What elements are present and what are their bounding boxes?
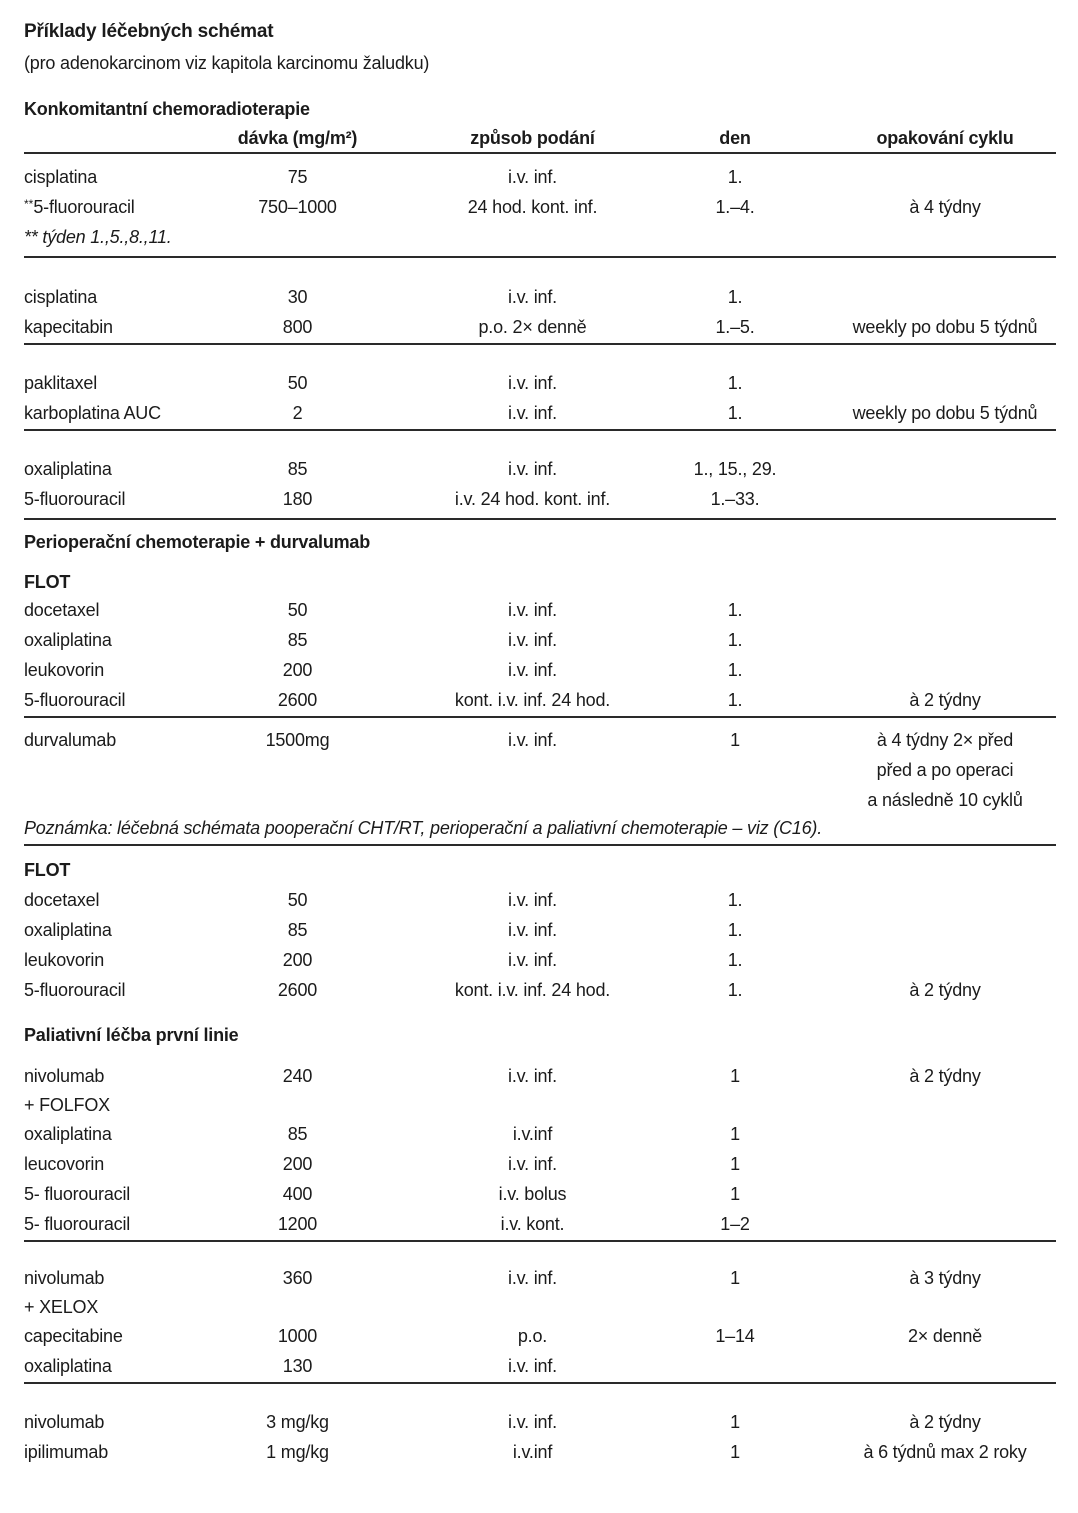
table-rule bbox=[24, 1382, 1056, 1384]
table-row bbox=[24, 162, 1056, 192]
drug-name: oxaliplatina bbox=[24, 630, 112, 650]
dose-cell: 2600 bbox=[277, 690, 318, 710]
route-cell: kont. i.v. inf. 24 hod. bbox=[454, 690, 611, 710]
drug-cell bbox=[24, 915, 200, 945]
cycle-cell: à 3 týdny bbox=[909, 1268, 981, 1288]
table-rule bbox=[24, 152, 1056, 154]
drug-cell bbox=[24, 398, 200, 428]
drug-name: nivolumab bbox=[24, 1066, 105, 1086]
drug-cell bbox=[24, 1321, 200, 1351]
day-cell: 1.–33. bbox=[710, 489, 760, 509]
day-cell: 1. bbox=[727, 890, 743, 910]
drug-cell bbox=[24, 282, 200, 312]
table-header-row bbox=[24, 126, 1056, 150]
route-cell: i.v. inf. bbox=[508, 403, 557, 423]
route-cell: i.v. inf. bbox=[508, 1154, 557, 1174]
header-cycle-cell: opakování cyklu bbox=[876, 128, 1014, 148]
drug-cell bbox=[24, 312, 200, 342]
drug-cell bbox=[24, 685, 200, 715]
route-cell: i.v. inf. bbox=[508, 459, 557, 479]
cycle-cell: à 2 týdny bbox=[909, 690, 981, 710]
footnote: Poznámka: léčebná schémata pooperační CHT/RT, perioperační a paliativní chemoterapie – viz (C16). bbox=[24, 818, 823, 838]
route-cell: i.v. inf. bbox=[508, 1066, 557, 1086]
drug-name: paklitaxel bbox=[24, 373, 98, 393]
section-heading: FLOT bbox=[24, 860, 71, 880]
page-subtitle: (pro adenokarcinom viz kapitola karcinomu žaludku) bbox=[24, 53, 430, 73]
route-cell: i.v. bolus bbox=[498, 1184, 567, 1204]
route-cell: i.v. inf. bbox=[508, 660, 557, 680]
drug-cell bbox=[24, 162, 200, 192]
route-cell: i.v. inf. bbox=[508, 600, 557, 620]
drug-name: nivolumab bbox=[24, 1268, 105, 1288]
route-cell: i.v. inf. bbox=[508, 1268, 557, 1288]
table-row bbox=[24, 1321, 1056, 1351]
table-row bbox=[24, 685, 1056, 715]
dose-cell: 85 bbox=[287, 1124, 308, 1144]
cycle-cell: à 2 týdny bbox=[909, 1412, 981, 1432]
day-cell: 1 bbox=[730, 1412, 740, 1432]
dose-cell: 360 bbox=[282, 1268, 313, 1288]
route-cell: p.o. 2× denně bbox=[478, 317, 587, 337]
table-row bbox=[24, 945, 1056, 975]
dose-cell: 130 bbox=[282, 1356, 313, 1376]
drug-cell bbox=[24, 484, 200, 514]
cycle-cell: à 2 týdny bbox=[909, 1066, 981, 1086]
dose-cell: 85 bbox=[287, 630, 308, 650]
drug-name: 5-fluorouracil bbox=[33, 197, 135, 217]
day-cell: 1 bbox=[730, 1154, 740, 1174]
cycle-cell bbox=[800, 1119, 1056, 1149]
dose-cell: 800 bbox=[282, 317, 313, 337]
table-row bbox=[24, 625, 1056, 655]
day-cell: 1. bbox=[727, 920, 743, 940]
drug-cell bbox=[24, 1179, 200, 1209]
cycle-cell bbox=[800, 725, 1056, 815]
regimen-label: + XELOX bbox=[24, 1297, 99, 1317]
table-row bbox=[24, 454, 1056, 484]
table-row bbox=[24, 1149, 1056, 1179]
cycle-cell bbox=[800, 282, 1056, 312]
route-cell: i.v. inf. bbox=[508, 1412, 557, 1432]
drug-name: oxaliplatina bbox=[24, 459, 112, 479]
table-rule bbox=[24, 716, 1056, 718]
table-rule bbox=[24, 1240, 1056, 1242]
dose-cell: 75 bbox=[287, 167, 308, 187]
drug-name: ipilimumab bbox=[24, 1442, 109, 1462]
drug-cell bbox=[24, 1149, 200, 1179]
footnote: ** týden 1.,5.,8.,11. bbox=[24, 227, 172, 247]
drug-name: nivolumab bbox=[24, 1412, 105, 1432]
table-row bbox=[24, 975, 1056, 1005]
cycle-note-line: à 4 týdny 2× před bbox=[876, 730, 1014, 750]
drug-name: docetaxel bbox=[24, 890, 100, 910]
day-cell: 1–14 bbox=[715, 1326, 755, 1346]
dose-cell: 1 mg/kg bbox=[266, 1442, 329, 1462]
table-rule bbox=[24, 343, 1056, 345]
dose-cell: 200 bbox=[282, 950, 313, 970]
table-row bbox=[24, 655, 1056, 685]
drug-name: oxaliplatina bbox=[24, 920, 112, 940]
cycle-cell bbox=[800, 625, 1056, 655]
day-cell: 1 bbox=[730, 1442, 740, 1462]
table-row bbox=[24, 1209, 1056, 1239]
route-cell: i.v. inf. bbox=[508, 630, 557, 650]
route-cell: i.v. inf. bbox=[508, 950, 557, 970]
section-heading: Paliativní léčba první linie bbox=[24, 1025, 239, 1045]
header-day-cell: den bbox=[719, 128, 751, 148]
cycle-cell: à 4 týdny bbox=[909, 197, 981, 217]
treatment-schemas-document bbox=[0, 20, 1078, 1467]
table-row bbox=[24, 1407, 1056, 1437]
drug-name: 5-fluorouracil bbox=[24, 489, 126, 509]
day-cell: 1 bbox=[730, 1184, 740, 1204]
drug-cell bbox=[24, 368, 200, 398]
route-cell: i.v.inf bbox=[512, 1124, 553, 1144]
table-row bbox=[24, 1179, 1056, 1209]
route-cell: p.o. bbox=[517, 1326, 548, 1346]
dose-cell: 50 bbox=[287, 373, 308, 393]
drug-name: leukovorin bbox=[24, 660, 105, 680]
dose-cell: 85 bbox=[287, 459, 308, 479]
day-cell: 1.–4. bbox=[715, 197, 755, 217]
cycle-cell: weekly po dobu 5 týdnů bbox=[852, 403, 1038, 423]
drug-name: cisplatina bbox=[24, 167, 98, 187]
day-cell: 1 bbox=[730, 1124, 740, 1144]
drug-name: oxaliplatina bbox=[24, 1356, 112, 1376]
regimen-label: + FOLFOX bbox=[24, 1095, 110, 1115]
drug-cell bbox=[24, 885, 200, 915]
drug-cell bbox=[24, 1263, 200, 1293]
table-rule bbox=[24, 429, 1056, 431]
table-row bbox=[24, 398, 1056, 428]
day-cell: 1. bbox=[727, 373, 743, 393]
drug-name: karboplatina AUC bbox=[24, 403, 161, 423]
table-row bbox=[24, 192, 1056, 224]
route-cell: i.v. 24 hod. kont. inf. bbox=[454, 489, 611, 509]
dose-cell: 400 bbox=[282, 1184, 313, 1204]
cycle-cell bbox=[800, 885, 1056, 915]
day-cell: 1. bbox=[727, 950, 743, 970]
day-cell: 1.–5. bbox=[715, 317, 755, 337]
route-cell: i.v. inf. bbox=[508, 167, 557, 187]
table-row bbox=[24, 1263, 1056, 1293]
dose-cell: 240 bbox=[282, 1066, 313, 1086]
table-row bbox=[24, 915, 1056, 945]
route-cell: i.v. inf. bbox=[508, 1356, 557, 1376]
table-row bbox=[24, 484, 1056, 514]
footnote-marker: ** bbox=[24, 197, 34, 211]
table-row bbox=[24, 1437, 1056, 1467]
drug-name: leukovorin bbox=[24, 950, 105, 970]
dose-cell: 2600 bbox=[277, 980, 318, 1000]
route-cell: 24 hod. kont. inf. bbox=[467, 197, 598, 217]
drug-name: cisplatina bbox=[24, 287, 98, 307]
dose-cell: 85 bbox=[287, 920, 308, 940]
table-row bbox=[24, 885, 1056, 915]
drug-name: docetaxel bbox=[24, 600, 100, 620]
table-row bbox=[24, 595, 1056, 625]
drug-cell bbox=[24, 192, 200, 224]
dose-cell: 1000 bbox=[277, 1326, 318, 1346]
drug-cell bbox=[24, 1119, 200, 1149]
cycle-cell bbox=[800, 595, 1056, 625]
drug-cell bbox=[24, 975, 200, 1005]
day-cell: 1. bbox=[727, 690, 743, 710]
table-row bbox=[24, 1351, 1056, 1381]
drug-cell bbox=[24, 1209, 200, 1239]
section-heading: FLOT bbox=[24, 572, 71, 592]
route-cell: i.v. inf. bbox=[508, 287, 557, 307]
cycle-cell: 2× denně bbox=[908, 1326, 982, 1346]
drug-cell bbox=[24, 1437, 200, 1467]
header-route-cell: způsob podání bbox=[470, 128, 595, 148]
table-row bbox=[24, 312, 1056, 342]
cycle-cell bbox=[800, 945, 1056, 975]
day-cell bbox=[670, 1351, 800, 1381]
drug-name: kapecitabin bbox=[24, 317, 113, 337]
cycle-cell bbox=[800, 1149, 1056, 1179]
day-cell: 1., 15., 29. bbox=[693, 459, 777, 479]
dose-cell: 50 bbox=[287, 890, 308, 910]
day-cell: 1 bbox=[730, 730, 740, 750]
route-cell: kont. i.v. inf. 24 hod. bbox=[454, 980, 611, 1000]
dose-cell: 30 bbox=[287, 287, 308, 307]
drug-cell bbox=[24, 595, 200, 625]
route-cell: i.v. inf. bbox=[508, 920, 557, 940]
drug-cell bbox=[24, 725, 200, 815]
drug-cell bbox=[24, 1407, 200, 1437]
table-row bbox=[24, 368, 1056, 398]
route-cell: i.v. kont. bbox=[500, 1214, 565, 1234]
drug-cell bbox=[24, 454, 200, 484]
table-row bbox=[24, 282, 1056, 312]
section-heading: Konkomitantní chemoradioterapie bbox=[24, 99, 310, 119]
day-cell: 1 bbox=[730, 1066, 740, 1086]
cycle-cell bbox=[800, 1351, 1056, 1381]
document-body bbox=[24, 20, 1056, 1467]
cycle-cell bbox=[800, 655, 1056, 685]
drug-cell bbox=[24, 625, 200, 655]
cycle-cell: à 2 týdny bbox=[909, 980, 981, 1000]
day-cell: 1. bbox=[727, 403, 743, 423]
drug-name: 5- fluorouracil bbox=[24, 1214, 131, 1234]
drug-name: 5- fluorouracil bbox=[24, 1184, 131, 1204]
day-cell: 1. bbox=[727, 630, 743, 650]
dose-cell: 1200 bbox=[277, 1214, 318, 1234]
dose-cell: 3 mg/kg bbox=[266, 1412, 329, 1432]
cycle-cell bbox=[800, 162, 1056, 192]
drug-cell bbox=[24, 655, 200, 685]
day-cell: 1. bbox=[727, 660, 743, 680]
route-cell: i.v. inf. bbox=[508, 730, 557, 750]
table-row bbox=[24, 1119, 1056, 1149]
drug-name: 5-fluorouracil bbox=[24, 690, 126, 710]
header-drug-cell bbox=[24, 126, 200, 150]
table-row bbox=[24, 725, 1056, 815]
table-rule bbox=[24, 844, 1056, 846]
route-cell: i.v. inf. bbox=[508, 890, 557, 910]
table-row bbox=[24, 1061, 1056, 1091]
route-cell: i.v. inf. bbox=[508, 373, 557, 393]
section-heading: Perioperační chemoterapie + durvalumab bbox=[24, 532, 371, 552]
cycle-cell: weekly po dobu 5 týdnů bbox=[852, 317, 1038, 337]
route-cell: i.v.inf bbox=[512, 1442, 553, 1462]
table-rule bbox=[24, 256, 1056, 258]
dose-cell: 50 bbox=[287, 600, 308, 620]
cycle-cell bbox=[800, 368, 1056, 398]
header-dose-cell: dávka (mg/m²) bbox=[237, 128, 358, 148]
day-cell: 1–2 bbox=[720, 1214, 750, 1234]
dose-cell: 180 bbox=[282, 489, 313, 509]
cycle-cell bbox=[800, 484, 1056, 514]
dose-cell: 2 bbox=[292, 403, 303, 423]
day-cell: 1. bbox=[727, 600, 743, 620]
drug-cell bbox=[24, 1351, 200, 1381]
cycle-cell bbox=[800, 1209, 1056, 1239]
cycle-note-line: před a po operaci bbox=[876, 760, 1014, 780]
table-rule bbox=[24, 518, 1056, 520]
drug-cell bbox=[24, 945, 200, 975]
dose-cell: 200 bbox=[282, 660, 313, 680]
dose-cell: 1500mg bbox=[265, 730, 330, 750]
drug-cell bbox=[24, 1061, 200, 1091]
drug-name: capecitabine bbox=[24, 1326, 123, 1346]
drug-name: leucovorin bbox=[24, 1154, 105, 1174]
cycle-cell bbox=[800, 915, 1056, 945]
day-cell: 1 bbox=[730, 1268, 740, 1288]
drug-name: durvalumab bbox=[24, 730, 117, 750]
day-cell: 1. bbox=[727, 287, 743, 307]
dose-cell: 750–1000 bbox=[258, 197, 337, 217]
drug-name: 5-fluorouracil bbox=[24, 980, 126, 1000]
dose-cell: 200 bbox=[282, 1154, 313, 1174]
cycle-cell bbox=[800, 454, 1056, 484]
cycle-note-line: a následně 10 cyklů bbox=[867, 790, 1023, 810]
day-cell: 1. bbox=[727, 167, 743, 187]
cycle-cell: à 6 týdnů max 2 roky bbox=[863, 1442, 1027, 1462]
drug-name: oxaliplatina bbox=[24, 1124, 112, 1144]
page-title: Příklady léčebných schémat bbox=[24, 21, 274, 42]
day-cell: 1. bbox=[727, 980, 743, 1000]
cycle-cell bbox=[800, 1179, 1056, 1209]
